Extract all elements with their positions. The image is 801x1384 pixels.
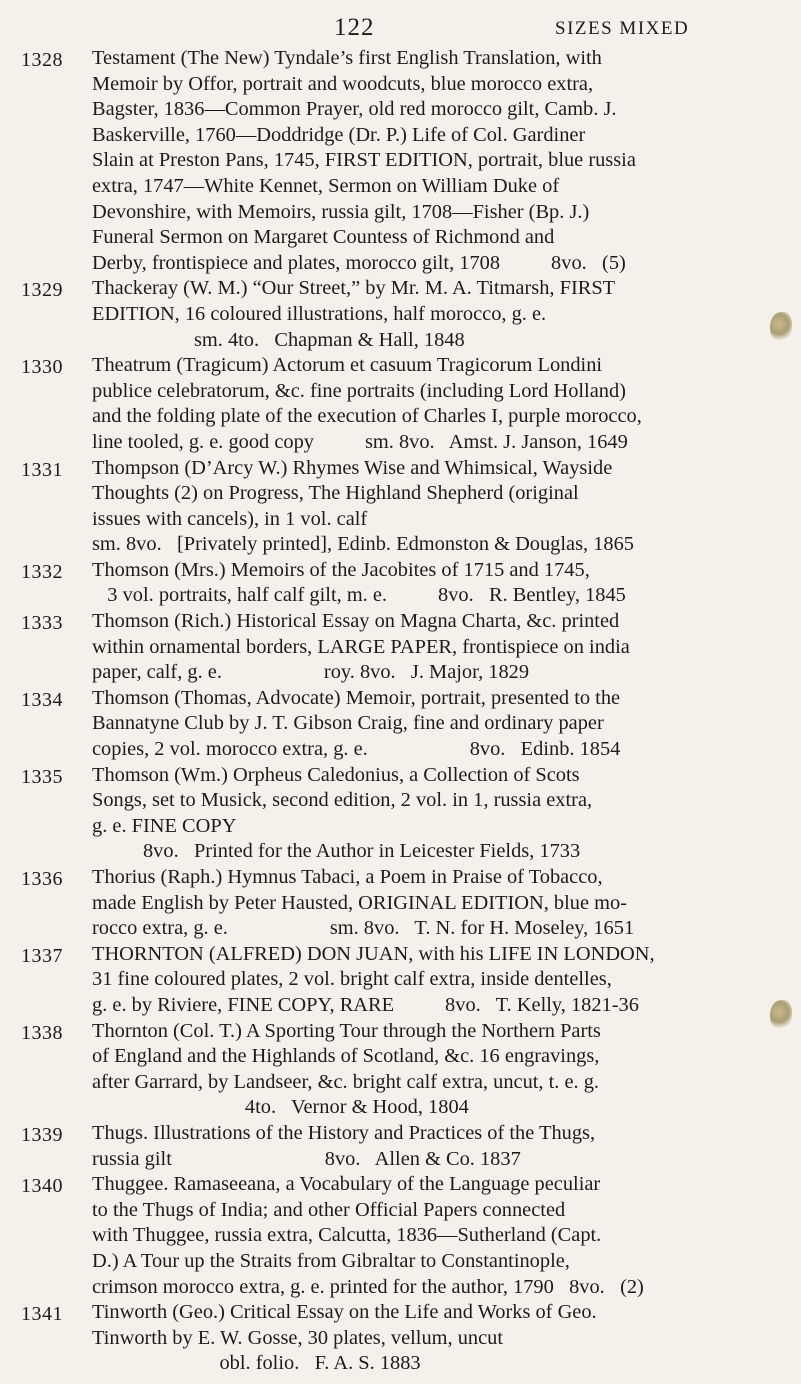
catalogue-entry [0,1172,801,1300]
catalogue-entry [0,609,801,686]
entry-line: Devonshire, with Memoirs, russia gilt, 1708—Fisher (Bp. J.) [92,200,590,223]
entry-line: Theatrum (Tragicum) Actorum et casuum Tragicorum Londini [92,354,603,377]
lot-number: 1330 [21,356,63,379]
entry-line: 8vo. Printed for the Author in Leicester Fields, 1733 [92,840,581,863]
entry-line: Thompson (D’Arcy W.) Rhymes Wise and Whimsical, Wayside [92,456,613,479]
entry-line: line tooled, g. e. good copy sm. 8vo. Amst. J. Janson, 1649 [92,430,628,453]
entry-line: g. e. by Riviere, FINE COPY, RARE 8vo. T. Kelly, 1821-36 [92,993,639,1016]
lot-number: 1331 [21,458,63,481]
entry-line: Thornton (Col. T.) A Sporting Tour through the Northern Parts [92,1019,601,1042]
entry-description [92,763,744,865]
entry-line: paper, calf, g. e. roy. 8vo. J. Major, 1829 [92,661,530,684]
entry-line: crimson morocco extra, g. e. printed for the author, 1790 8vo. (2) [92,1275,644,1298]
entry-line: Thoughts (2) on Progress, The Highland Shepherd (original [92,482,579,505]
entry-description [92,1300,744,1377]
running-head: SIZES MIXED [555,18,690,39]
entry-line: to the Thugs of India; and other Official Papers connected [92,1198,566,1221]
entry-line: after Garrard, by Landseer, &c. bright calf extra, uncut, t. e. g. [92,1070,600,1093]
catalogue-entry [0,865,801,942]
entry-line: sm. 8vo. [Privately printed], Edinb. Edmonston & Douglas, 1865 [92,533,635,556]
entry-line: 31 fine coloured plates, 2 vol. bright calf extra, inside dentelles, [92,968,612,991]
catalogue-entry [0,686,801,763]
entry-description [92,865,744,942]
entry-line: Slain at Preston Pans, 1745, FIRST EDITION, portrait, blue russia [92,149,636,172]
entry-line: Derby, frontispiece and plates, morocco gilt, 1708 8vo. (5) [92,251,626,274]
entry-line: Thackeray (W. M.) “Our Street,” by Mr. M. A. Titmarsh, FIRST [92,277,616,300]
entry-description [92,942,744,1019]
entry-line: Baskerville, 1760—Doddridge (Dr. P.) Life of Col. Gardiner [92,123,586,146]
entry-description [92,609,744,686]
entry-description [92,1172,744,1300]
page-header [0,14,801,48]
entry-line: Bannatyne Club by J. T. Gibson Craig, fine and ordinary paper [92,712,604,735]
entry-line: issues with cancels), in 1 vol. calf [92,507,368,530]
lot-number: 1340 [21,1175,63,1198]
entry-line: made English by Peter Hausted, ORIGINAL EDITION, blue mo- [92,891,627,914]
catalogue-entry [0,1300,801,1377]
entry-line: Memoir by Offor, portrait and woodcuts, blue morocco extra, [92,72,594,95]
catalogue-entry [0,763,801,865]
lot-number: 1329 [21,279,63,302]
catalogue-entry [0,558,801,609]
entry-line: Thomson (Rich.) Historical Essay on Magna Charta, &c. printed [92,610,620,633]
lot-number: 1332 [21,560,63,583]
entry-line: rocco extra, g. e. sm. 8vo. T. N. for H. Moseley, 1651 [92,917,635,940]
catalogue-entries [0,46,801,1377]
entry-line: Songs, set to Musick, second edition, 2 vol. in 1, russia extra, [92,789,593,812]
lot-number: 1334 [21,688,63,711]
entry-line: Tinworth (Geo.) Critical Essay on the Life and Works of Geo. [92,1301,597,1324]
entry-description [92,686,744,763]
catalogue-entry [0,1019,801,1121]
entry-line: russia gilt 8vo. Allen & Co. 1837 [92,1147,521,1170]
entry-line: with Thuggee, russia extra, Calcutta, 1836—Sutherland (Capt. [92,1224,602,1247]
entry-line: D.) A Tour up the Straits from Gibraltar to Constantinople, [92,1249,570,1272]
lot-number: 1335 [21,765,63,788]
entry-line: THORNTON (ALFRED) DON JUAN, with his LIFE IN LONDON, [92,942,655,965]
entry-line: extra, 1747—White Kennet, Sermon on William Duke of [92,174,560,197]
entry-description [92,1121,744,1172]
catalogue-entry [0,46,801,276]
lot-number: 1337 [21,944,63,967]
entry-line: within ornamental borders, LARGE PAPER, frontispiece on india [92,635,630,658]
catalogue-entry [0,942,801,1019]
entry-line: of England and the Highlands of Scotland, &c. 16 engravings, [92,1045,600,1068]
entry-line: Thomson (Wm.) Orpheus Caledonius, a Collection of Scots [92,763,580,786]
entry-description [92,353,744,455]
entry-line: Thuggee. Ramaseeana, a Vocabulary of the Language peculiar [92,1173,601,1196]
entry-line: sm. 4to. Chapman & Hall, 1848 [92,328,465,351]
lot-number: 1339 [21,1123,63,1146]
entry-description [92,1019,744,1121]
lot-number: 1328 [21,49,63,71]
entry-description [92,46,744,276]
entry-line: Thorius (Raph.) Hymnus Tabaci, a Poem in Praise of Tobacco, [92,866,603,888]
lot-number: 1341 [21,1303,63,1326]
entry-line: obl. folio. F. A. S. 1883 [92,1352,421,1375]
entry-line: 3 vol. portraits, half calf gilt, m. e. 8vo. R. Bentley, 1845 [92,584,626,607]
entry-line: copies, 2 vol. morocco extra, g. e. 8vo. Edinb. 1854 [92,738,621,761]
catalogue-entry [0,1121,801,1172]
entry-line: g. e. FINE COPY [92,814,237,837]
lot-number: 1338 [21,1021,63,1044]
entry-line: publice celebratorum, &c. fine portraits (including Lord Holland) [92,379,626,402]
page-number: 122 [334,14,375,41]
entry-description [92,558,744,609]
lot-number: 1336 [21,868,63,890]
entry-line: 4to. Vernor & Hood, 1804 [92,1096,469,1119]
entry-line: Thugs. Illustrations of the History and Practices of the Thugs, [92,1121,596,1144]
entry-line: EDITION, 16 coloured illustrations, half morocco, g. e. [92,302,547,325]
catalogue-entry [0,456,801,558]
entry-line: Tinworth by E. W. Gosse, 30 plates, vellum, uncut [92,1326,504,1349]
lot-number: 1333 [21,612,63,635]
catalogue-entry [0,276,801,353]
entry-description [92,276,744,353]
entry-line: Bagster, 1836—Common Prayer, old red morocco gilt, Camb. J. [92,98,617,121]
entry-line: Thomson (Thomas, Advocate) Memoir, portrait, presented to the [92,686,621,709]
entry-line: Thomson (Mrs.) Memoirs of the Jacobites of 1715 and 1745, [92,558,590,581]
entry-line: Testament (The New) Tyndale’s first English Translation, with [92,47,602,69]
catalogue-entry [0,353,801,455]
entry-description [92,456,744,558]
entry-line: and the folding plate of the execution of Charles I, purple morocco, [92,405,642,428]
entry-line: Funeral Sermon on Margaret Countess of Richmond and [92,226,555,249]
